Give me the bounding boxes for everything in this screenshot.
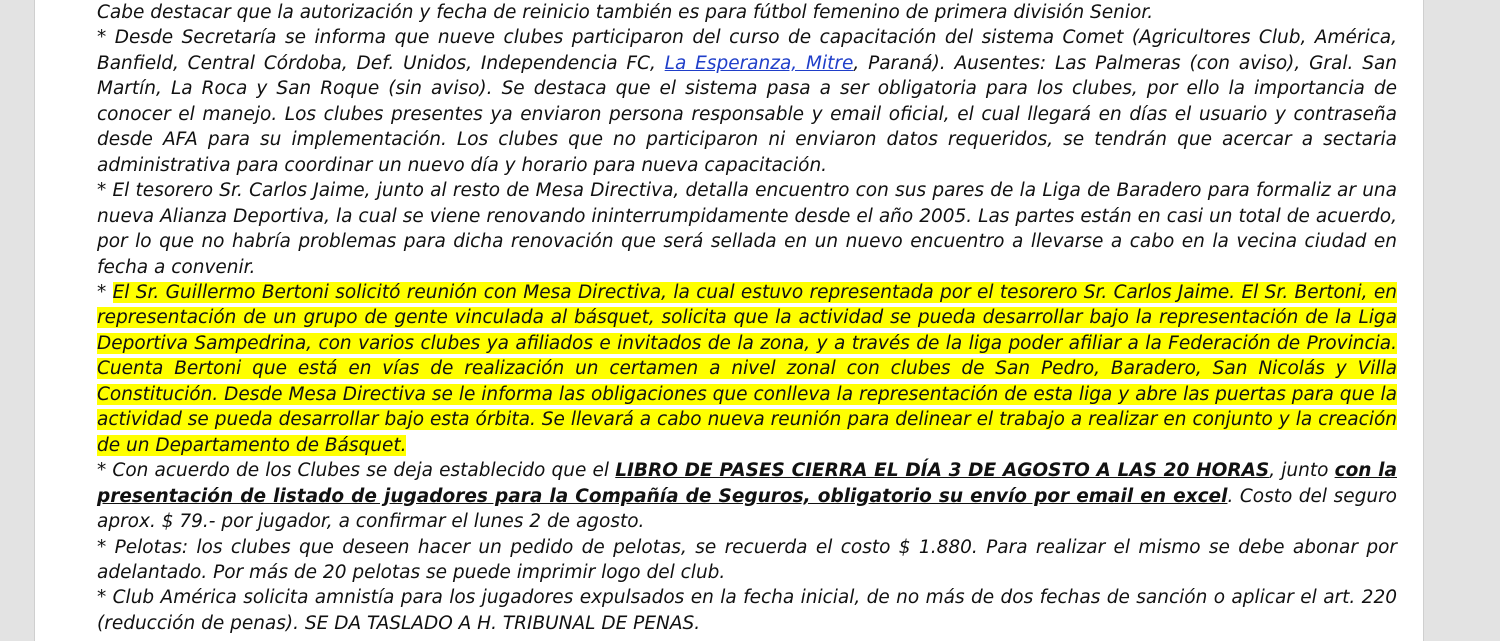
paragraph-basketball-meeting: [97, 280, 1397, 458]
bold-underlined-text: con la presentación de listado de jugadores para la Compañía de Seguros, obligatorio su envío por email en excel: [97, 460, 1397, 507]
paragraph-text: * Pelotas: los clubes que deseen hacer un pedido de pelotas, se recuerda el costo $ 1.880. Para realizar el mismo se debe abonar por adelantado. Por más de 20 pelotas se puede imprimir logo del club.: [97, 536, 1397, 583]
bullet-marker: *: [97, 281, 113, 303]
highlighted-text: El Sr. Guillermo Bertoni solicitó reunión con Mesa Directiva, la cual estuvo representada por el tesorero Sr. Carlos Jaime. El Sr. Bertoni, en representación de un grupo de gente vinculada al básquet, solicita que la actividad se pueda desarrollar bajo la representación de la Liga Deportiva Sampedrina, con varios clubes ya afiliados e invitados de la zona, y a través de la liga poder afiliar a la Federación de Provincia. Cuenta Bertoni que está en vías de realización un certamen a nivel zonal con clubes de San Pedro, Baradero, San Nicolás y Villa Constitución. Desde Mesa Directiva se le informa las obligaciones que conlleva la representación de esta liga y abre las puertas para que la actividad se pueda desarrollar bajo esta órbita. Se llevará a cabo nueva reunión para delinear el trabajo a realizar en conjunto y la creación de un Departamento de Básquet.: [97, 281, 1397, 456]
right-margin-area: [1424, 0, 1500, 641]
document-page[interactable]: [34, 0, 1424, 641]
paragraph-text: , junto: [1269, 460, 1335, 482]
paragraph-comet-course: [97, 25, 1397, 178]
paragraph-text: * Desde Secretaría se informa que nueve clubes participaron del curso de capacitación del sistema Comet (Agricultores Club, América, Banfield, Central Córdoba, Def. Unidos, Independencia FC,: [97, 27, 1397, 74]
left-margin-area: [0, 0, 34, 641]
paragraph-amnesty: [97, 585, 1397, 636]
document-body[interactable]: [97, 0, 1397, 636]
paragraph-text: . Costo del seguro aprox. $ 79.- por jugador, a confirmar el lunes 2 de agosto.: [97, 485, 1397, 533]
paragraph-text: , Paraná). Ausentes: Las Palmeras (con aviso), Gral. San Martín, La Roca y San Roque (sin aviso). Se destaca que el sistema pasa a ser obligatoria para los clubes, por ello la importancia de conocer el manejo. Los clubes presentes ya enviaron persona responsable y email oficial, el cual llegará en días el usuario y contraseña desde AFA para su implementación. Los clubes que no participaron ni enviaron datos requeridos, se tendrán que acercar a sectaria administrativa para coordinar un nuevo día y horario para nueva capacitación.: [97, 52, 1398, 176]
paragraph-women-football: [97, 0, 1397, 25]
paragraph-text: * Con acuerdo de los Clubes se deja establecido que el: [97, 460, 616, 482]
bold-underlined-text: LIBRO DE PASES CIERRA EL DÍA 3 DE AGOSTO A LAS 20 HORAS: [615, 460, 1270, 482]
paragraph-treasurer-alliance: [97, 178, 1397, 280]
paragraph-balls: [97, 535, 1397, 586]
paragraph-text: * El tesorero Sr. Carlos Jaime, junto al resto de Mesa Directiva, detalla encuentro con sus pares de la Liga de Baradero para formaliz ar una nueva Alianza Deportiva, la cual se viene renovando ininterrumpidamente desde el año 2005. Las partes están en casi un total de acuerdo, por lo que no habría problemas para dicha renovación que será sellada en un nuevo encuentro a llevarse a cabo en la vecina ciudad en fecha a convenir.: [97, 180, 1397, 278]
paragraph-transfer-book: [97, 458, 1397, 534]
link-text[interactable]: La Esperanza, Mitre: [664, 52, 854, 74]
paragraph-text: * Club América solicita amnistía para los jugadores expulsados en la fecha inicial, de no más de dos fechas de sanción o aplicar el art. 220 (reducción de penas). SE DA TASLADO A H. TRIBUNAL DE PENAS.: [97, 587, 1397, 634]
paragraph-text: Cabe destacar que la autorización y fecha de reinicio también es para fútbol femenino de primera división Senior.: [97, 2, 1154, 23]
